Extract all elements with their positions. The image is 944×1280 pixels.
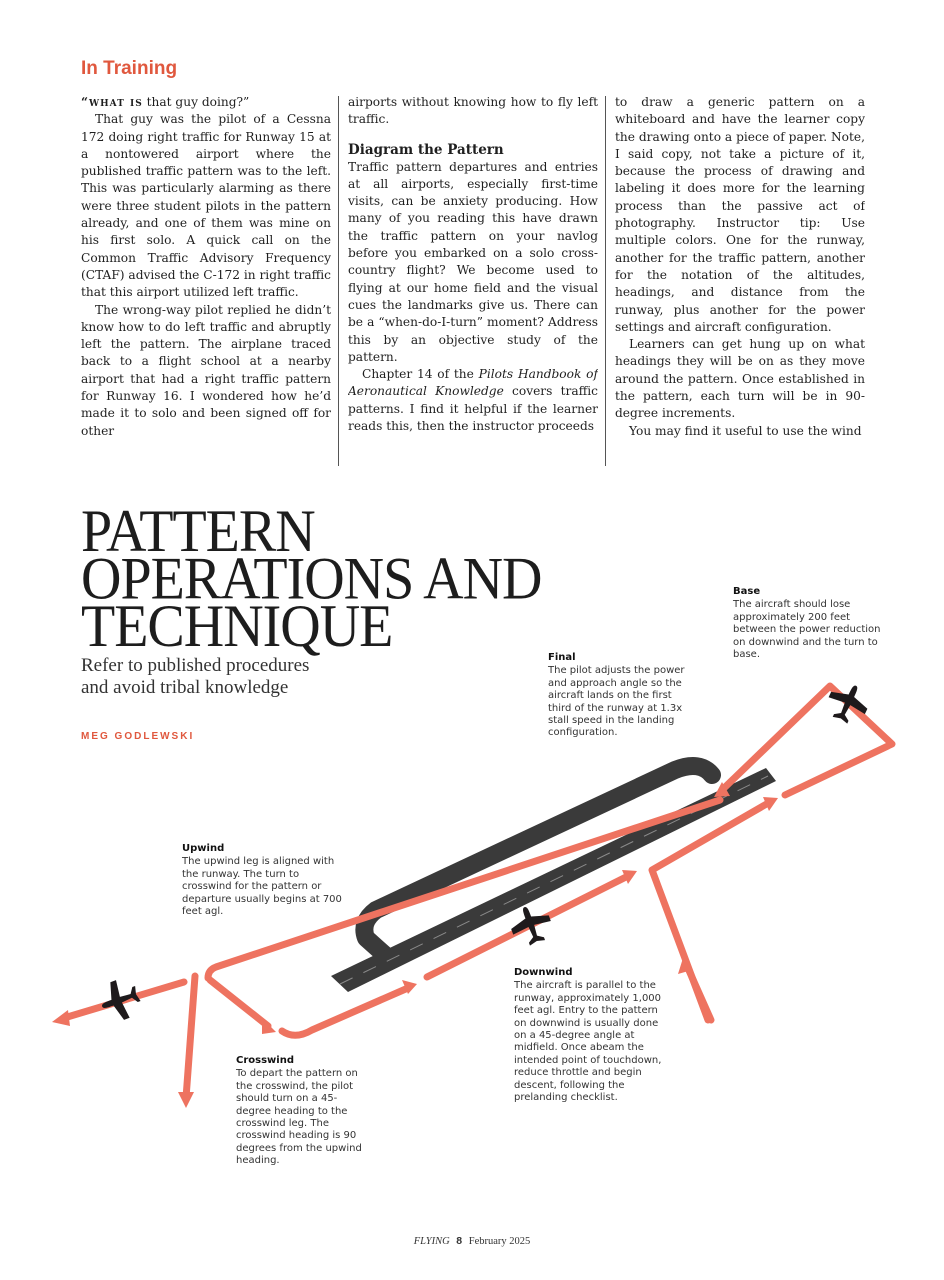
caption-base: Base The aircraft should lose approximately 200 feet between the power reduction on downwind and the turn to base. xyxy=(733,586,881,661)
caption-downwind: Downwind The aircraft is parallel to the runway, approximately 1,000 feet agl. Entry to the pattern on downwind is usually done on a 45-degree angle at midfield. Once abeam the intended point of touchdown, reduce throttle and begin descent, following the prelanding checklist. xyxy=(514,967,662,1104)
crosswind-leg xyxy=(210,980,268,1026)
issue-date: February 2025 xyxy=(468,1236,531,1247)
subheading: Diagram the Pattern xyxy=(348,141,504,158)
arrowhead xyxy=(178,1092,194,1108)
departure-crosswind xyxy=(186,976,195,1098)
title-line: OPERATIONS AND xyxy=(81,545,542,613)
title-line: TECHNIQUE xyxy=(81,593,393,661)
section-label: In Training xyxy=(81,58,178,79)
caption-final: Final The pilot adjusts the power and approach angle so the aircraft lands on the first third of the runway at 1.3x stall speed in the landing configuration. xyxy=(548,652,685,739)
paragraph: to draw a generic pattern on a whiteboard and have the learner copy the drawing onto a piece of paper. Note, I said copy, not take a picture of it, because the process of drawing and labeling it does more for the learning process than the passive act of photography. Instructor tip: Use multiple colors. One for the runway, another for the traffic pattern, another for the notation of the altitudes, headings, and distance from the runway, plus another for the power settings and aircraft configuration. xyxy=(615,95,865,334)
paragraph: Chapter 14 of the Pilots Handbook of Aeronautical Knowledge covers traffic patterns. I find it helpful if the learner reads this, then the instructor proceeds xyxy=(348,367,598,434)
aircraft-icon xyxy=(95,975,144,1026)
arrowhead xyxy=(52,1010,70,1026)
page-footer xyxy=(0,1235,944,1247)
paragraph: airports without knowing how to fly left traffic. xyxy=(348,95,598,127)
page-number: 8 xyxy=(456,1235,463,1247)
paragraph: Traffic pattern departures and entries at all airports, especially first-time visits, can be anxiety producing. How many of you reading this have drawn the traffic pattern on your navlog before you embarked on a solo cross-country flight? We become used to flying at our home field and the visual cues the landmarks give us. There can be a “when-do-I-turn” moment? Address this by an objective study of the pattern. xyxy=(348,159,598,364)
caption-upwind: Upwind The upwind leg is aligned with the runway. The turn to crosswind for the pattern or departure usually begins at 700 feet agl. xyxy=(182,843,342,918)
lead-in-caps: “what is xyxy=(81,95,143,109)
paragraph: Learners can get hung up on what headings they will be on as they move around the pattern. Once established in the pattern, each turn will be in 90-degree increments. xyxy=(615,337,865,421)
magazine-name: FLYING xyxy=(413,1236,450,1247)
paragraph: The wrong-way pilot replied he didn’t know how to do left traffic and abruptly left the pattern. The airplane traced back to a flight school at a nearby airport that had a right traffic pattern for Runway 16. I wondered how he’d made it to solo and been signed off for other xyxy=(81,302,331,438)
entry-arrow xyxy=(687,966,711,1020)
byline: MEG GODLEWSKI xyxy=(81,731,195,742)
arrowhead xyxy=(262,1018,276,1034)
lead-in-rest: that guy doing?” xyxy=(142,95,250,109)
downwind-entry xyxy=(652,802,770,1020)
feature-deck: Refer to published procedures and avoid tribal knowledge xyxy=(81,655,310,698)
paragraph: You may find it useful to use the wind xyxy=(629,423,862,438)
title-line: PATTERN xyxy=(81,498,315,566)
book-title: Pilots Handbook of Aeronautical Knowledge xyxy=(348,367,598,399)
paragraph: That guy was the pilot of a Cessna 172 doing right traffic for Runway 15 at a nontowered airport where the published traffic pattern was to the left. This was particularly alarming as there were three student pilots in the pattern already, and one of them was mine on his first solo. A quick call on the Common Traffic Advisory Frequency (CTAF) advised the C-172 in right traffic that this airport utilized left traffic. xyxy=(81,112,331,300)
caption-crosswind: Crosswind To depart the pattern on the crosswind, the pilot should turn on a 45-degree heading to the crosswind leg. The crosswind heading is 90 degrees from the upwind heading. xyxy=(236,1055,362,1167)
downwind-leg xyxy=(282,988,408,1035)
